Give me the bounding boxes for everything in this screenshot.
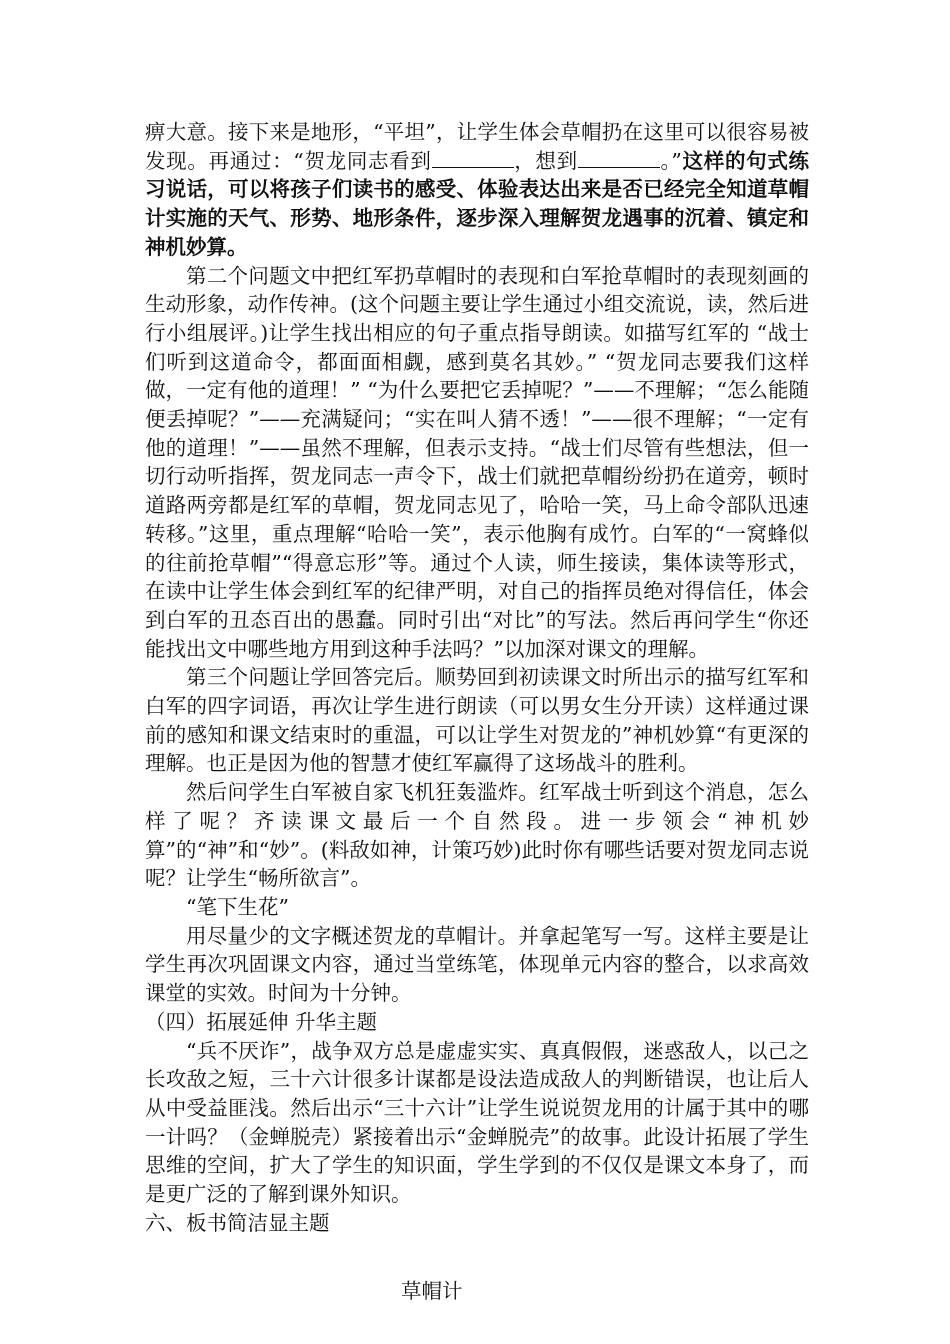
fill-blank-2 — [578, 147, 660, 168]
fill-blank-1 — [432, 147, 514, 168]
paragraph-7: “兵不厌诈”，战争双方总是虚虚实实、真真假假，迷惑敌人，以己之长攻敌之短，三十六计很多计谋都是设法造成敌人的判断错误，也让后人从中受益匪浅。然后出示“三十六计”让学生说说贺龙用的计属于其中的哪一计吗？（金蝉脱壳）紧接着出示“金蝉脱壳”的故事。此设计拓展了学生思维的空间，扩大了学生的知识面，学生学到的不仅仅是课文本身了，而是更广泛的了解到课外知识。 — [145, 1038, 809, 1207]
paragraph-4: 然后问学生白军被自家飞机狂轰滥炸。红军战士听到这个消息，怎么样了呢？齐读课文最后一个自然段。进一步领会“神机妙算”的“神”和“妙”。(料敌如神，计策巧妙)此时你有哪些话要对贺龙同志说呢？让学生“畅所欲言”。 — [145, 780, 809, 891]
paragraph-3: 第三个问题让学回答完后。顺势回到初读课文时所出示的描写红军和白军的四字词语，再次让学生进行朗读（可以男女生分开读）这样通过课前的感知和课文结束时的重温，可以让学生对贺龙的”神机妙算“有更深的理解。也正是因为他的智慧才使红军赢得了这场战斗的胜利。 — [145, 665, 809, 776]
board-title: 草帽计 — [401, 1279, 463, 1304]
paragraph-1-text-b: ，想到 — [513, 148, 578, 173]
section-heading-6: 六、板书简洁显主题 — [145, 1210, 330, 1235]
paragraph-2: 第二个问题文中把红军扔草帽时的表现和白军抢草帽时的表现刻画的生动形象，动作传神。(这个问题主要让学生通过小组交流说，读，然后进行小组展评。)让学生找出相应的句子重点指导朗读。如描写红军的 “战士们听到这道命令，都面面相觑，感到莫名其妙。” “贺龙同志要我们这样做，一定有他的道理！” “为什么要把它丢掉呢？”——不理解；“怎么能随便丢掉呢？”——充满疑问；“实在叫人猜不透！”——很不理解；“一定有他的道理！”——虽然不理解，但表示支持。“战士们尽管有些想法，但一切行动听指挥，贺龙同志一声令下，战士们就把草帽纷纷扔在道旁，顿时道路两旁都是红军的草帽，贺龙同志见了，哈哈一笑，马上命令部队迅速转移。”这里，重点理解“哈哈一笑”，表示他胸有成竹。白军的“一窝蜂似的往前抢草帽”“得意忘形”等。通过个人读，师生接读，集体读等形式，在读中让学生体会到红军的纪律严明，对自己的指挥员绝对得信任，体会到白军的丑态百出的愚蠢。同时引出“对比”的写法。然后再问学生“你还能找出文中哪些地方用到这种手法吗？”以加深对课文的理解。 — [145, 263, 809, 661]
paragraph-1-text-c: 。” — [659, 148, 682, 173]
paragraph-1-text-a: 痹大意。接下来是地形，“平坦”，让学生体会草帽扔在这里可以很容易被发现。再通过：“贺龙同志看到 — [145, 120, 809, 173]
paragraph-1 — [145, 118, 809, 262]
section-heading-4: （四）拓展延伸 升华主题 — [145, 1009, 378, 1034]
document-body — [145, 118, 809, 1306]
paragraph-5-subheading: “笔下生花” — [186, 894, 289, 919]
paragraph-6: 用尽量少的文字概述贺龙的草帽计。并拿起笔写一写。这样主要是让学生再次巩固课文内容，通过当堂练笔，体现单元内容的整合，以求高效课堂的实效。时间为十分钟。 — [145, 923, 809, 1006]
paragraph-1-bold-text: 这样的句式练习说话，可以将孩子们读书的感受、体验表达出来是否已经完全知道草帽计实施的天气、形势、地形条件，逐步深入理解贺龙遇事的沉着、镇定和神机妙算。 — [145, 148, 810, 259]
